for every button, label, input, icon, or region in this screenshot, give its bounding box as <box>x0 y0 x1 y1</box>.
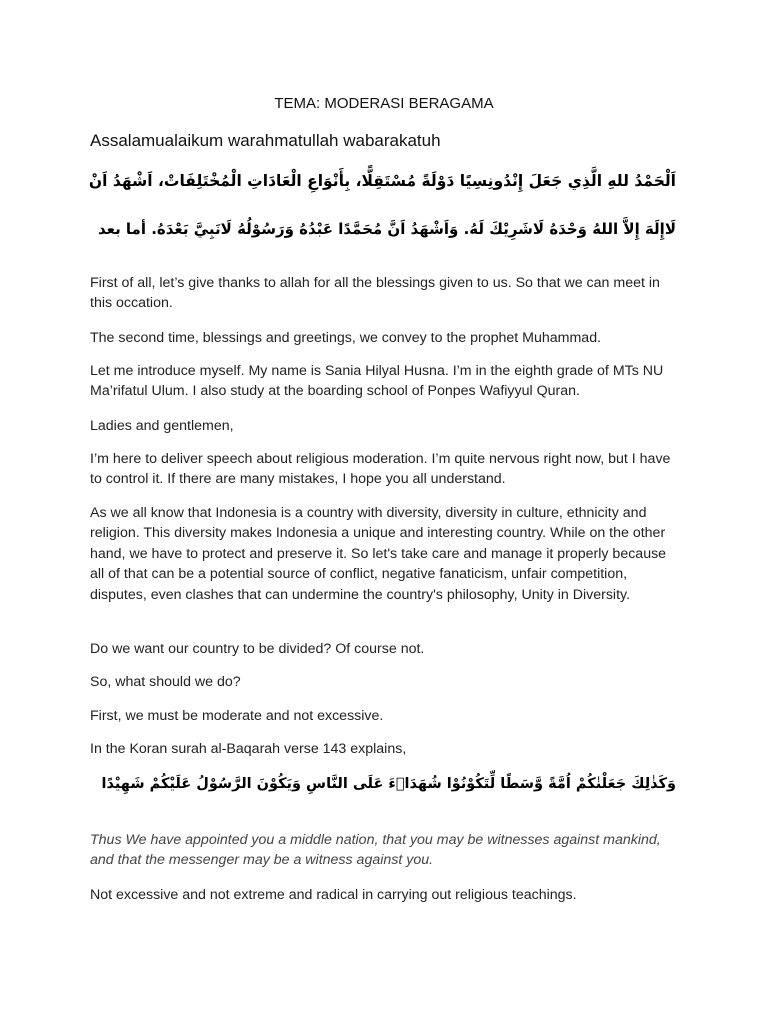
verse-translation: Thus We have appointed you a middle nation, that you may be witnesses against mankind, and that the messenger may be a witness against you. <box>90 832 661 869</box>
paragraph-what-to-do: So, what should we do? <box>90 674 241 690</box>
arabic-opening-line-1: اَلْحَمْدُ للهِ الَّذِي جَعَلَ إِنْدُونِسِيًا دَوْلَةً مُسْتَقِلًّا، بِأَنْوَاعِ الْعَادَاتِ الْمُخْتَلِفَاتْ، اَشْهَدُ اَنْ <box>88 172 676 190</box>
arabic-opening-line-2: لَاإِلَهَ إِلاَّ اللهُ وَحْدَهُ لَاشَرِيْكَ لَهُ. وَاَشْهَدُ اَنَّ مُحَمَّدًا عَبْدُهُ وَرَسُوْلُهُ لَانَبِيَّ بَعْدَهُ. أما بعد <box>97 220 676 238</box>
paragraph-purpose: I’m here to deliver speech about religious moderation. I’m quite nervous right now, but I have to control it. If there are many mistakes, I hope you all understand. <box>90 451 671 488</box>
paragraph-diversity: As we all know that Indonesia is a country with diversity, diversity in culture, ethnicity and religion. This diversity makes Indonesia a unique and interesting country. While on the other hand, we have to protect and preserve it. So let's take care and manage it properly because all of that can be a potential source of conflict, negative fanaticism, unfair competition, disputes, even clashes that can undermine the country's philosophy, Unity in Diversity. <box>90 505 667 603</box>
paragraph-thanks: First of all, let’s give thanks to allah for all the blessings given to us. So that we can meet in this occation. <box>90 275 660 312</box>
greeting-text: Assalamualaikum warahmatullah wabarakatuh <box>90 131 441 150</box>
paragraph-address: Ladies and gentlemen, <box>90 418 234 434</box>
paragraph-question: Do we want our country to be divided? Of course not. <box>90 641 425 657</box>
paragraph-closing: Not excessive and not extreme and radical in carrying out religious teachings. <box>90 887 577 903</box>
paragraph-introduction: Let me introduce myself. My name is Sania Hilyal Husna. I’m in the eighth grade of MTs NU Ma’rifatul Ulum. I also study at the boarding school of Ponpes Wafiyyul Quran. <box>90 363 664 400</box>
document-title: TEMA: MODERASI BERAGAMA <box>274 95 494 112</box>
paragraph-verse-intro: In the Koran surah al-Baqarah verse 143 explains, <box>90 741 407 757</box>
quran-verse: وَكَذٰلِكَ جَعَلْنٰكُمْ اُمَّةً وَّسَطًا لِّتَكُوْنُوْا شُهَدَاۤءَ عَلَى النَّاسِ وَيَكُوْنَ الرَّسُوْلُ عَلَيْكُمْ شَهِيْدًا <box>101 776 676 792</box>
paragraph-moderate: First, we must be moderate and not excessive. <box>90 708 384 724</box>
paragraph-blessings: The second time, blessings and greetings, we convey to the prophet Muhammad. <box>90 330 602 346</box>
